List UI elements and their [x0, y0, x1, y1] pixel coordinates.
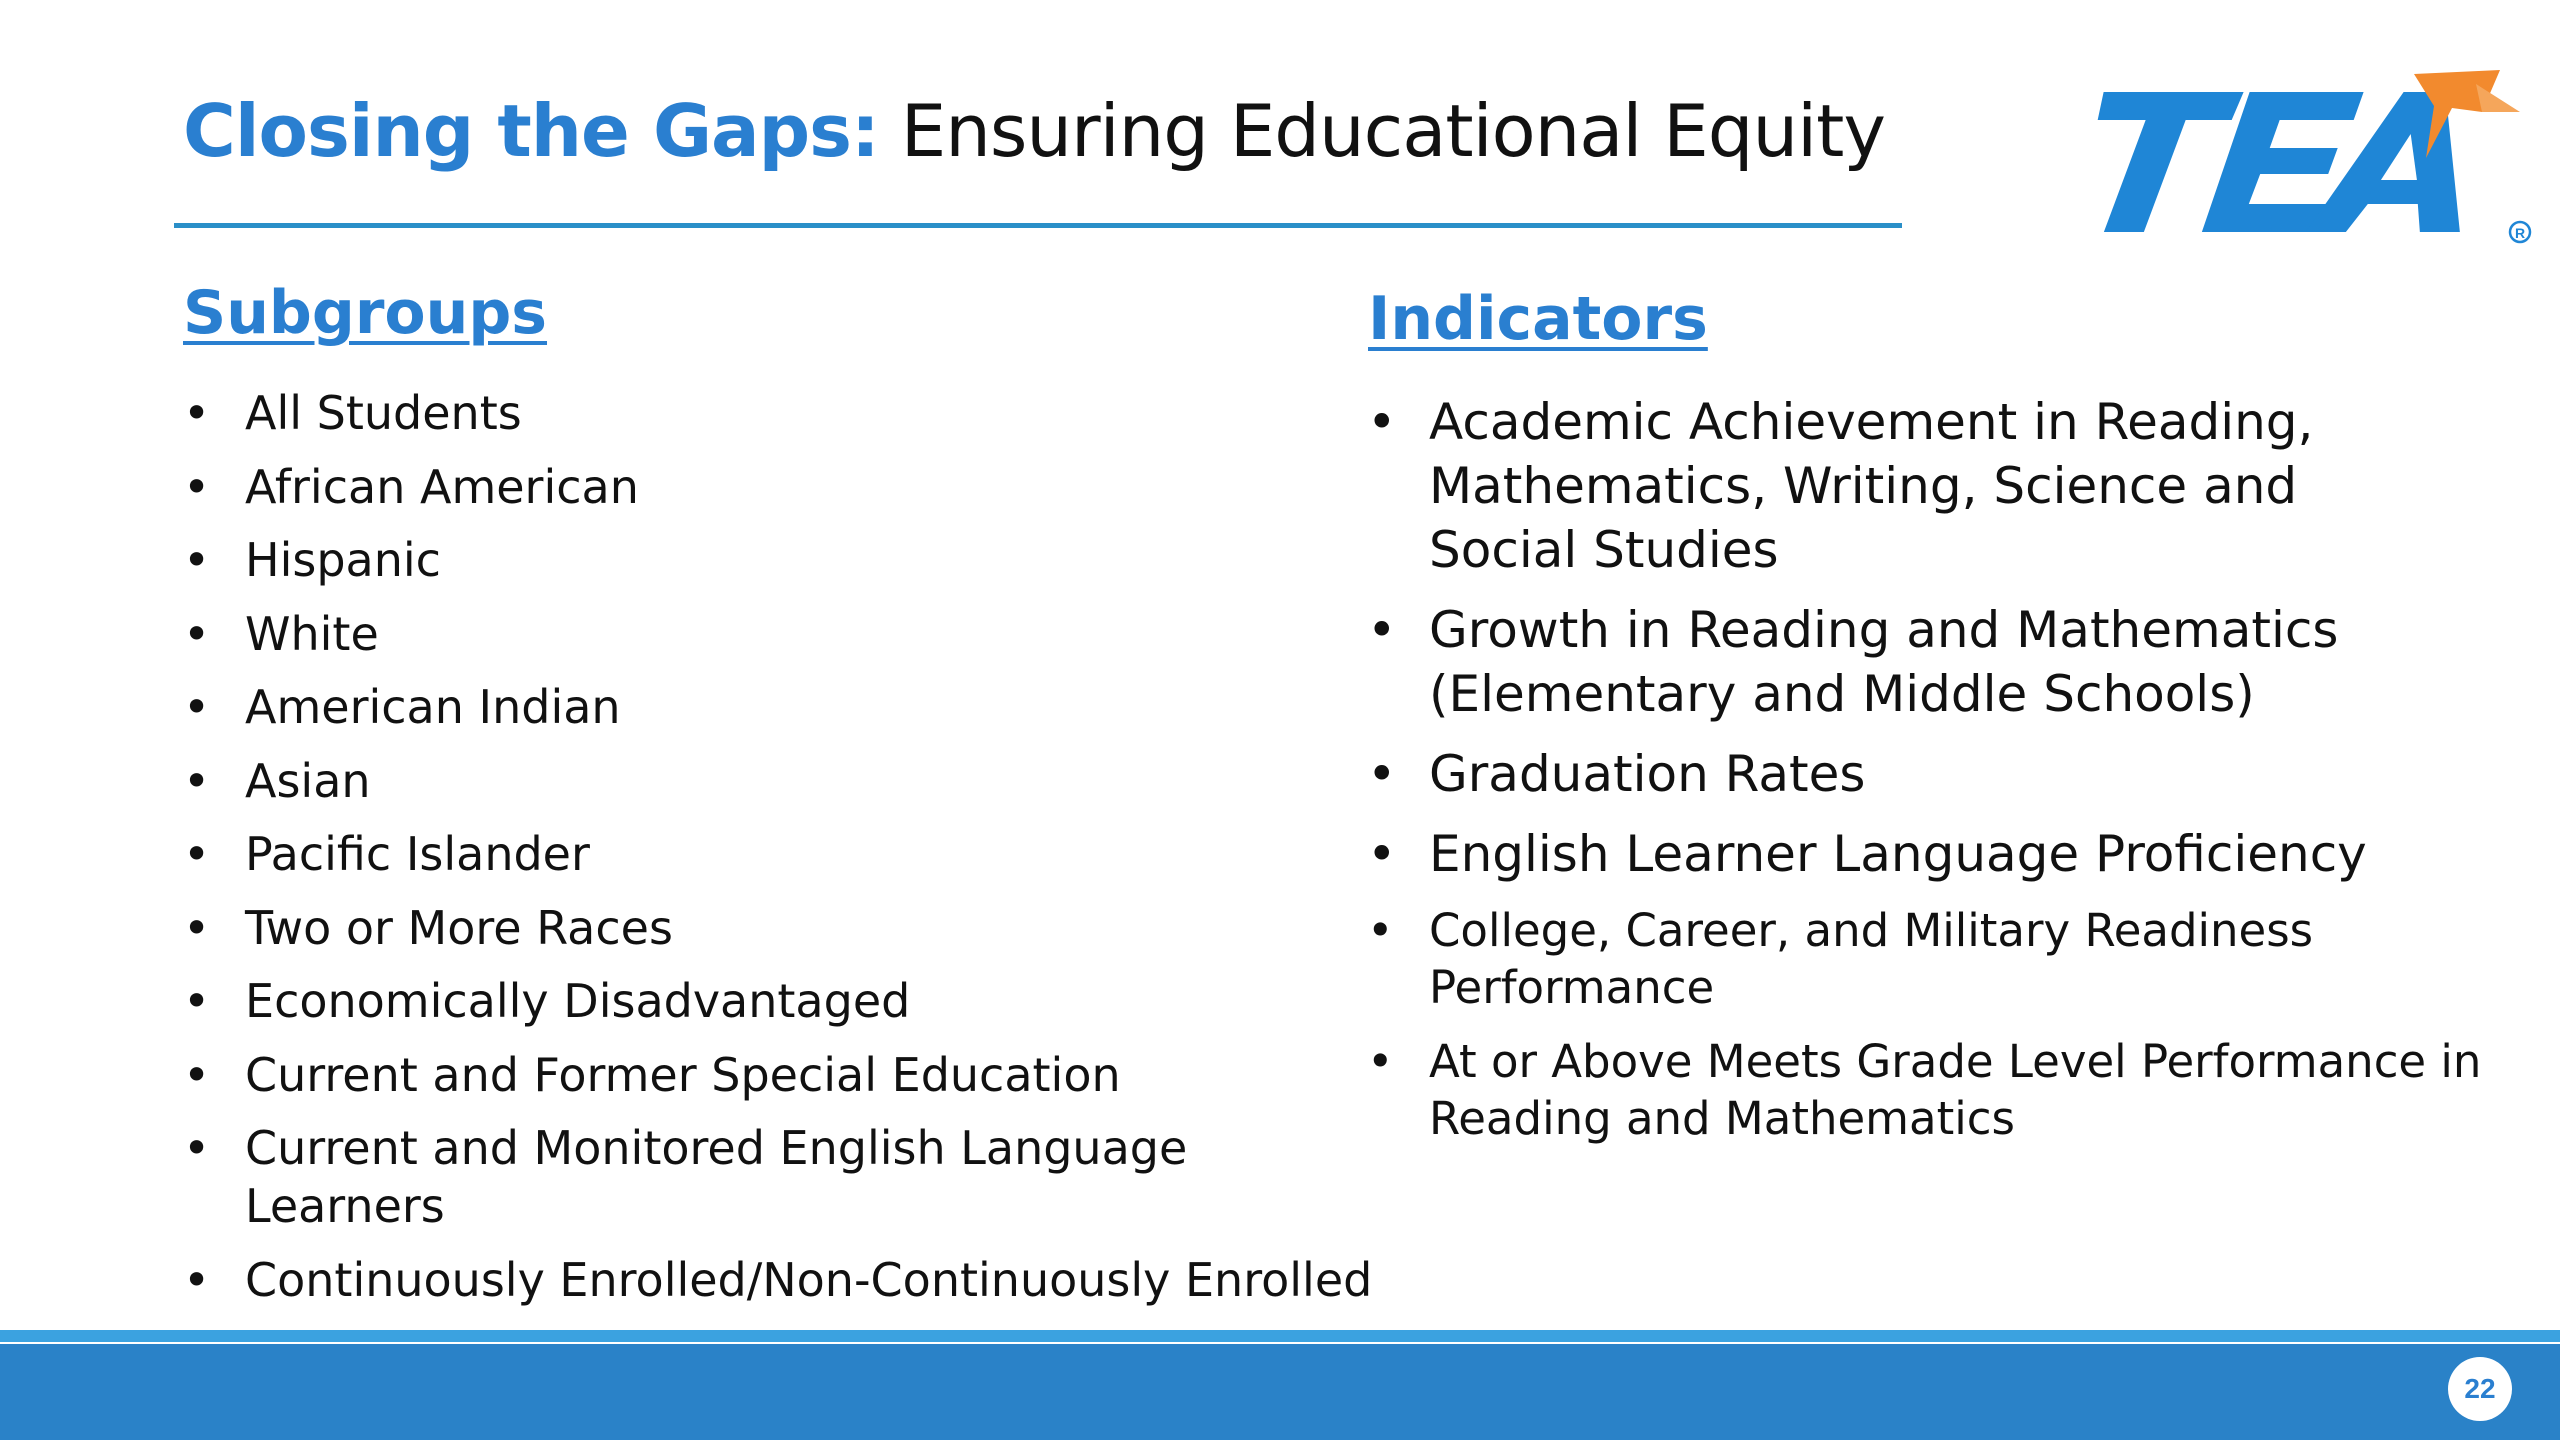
list-item: • All Students: [183, 384, 1443, 442]
list-item: • Hispanic: [183, 531, 1443, 589]
list-item: • At or Above Meets Grade Level Performance in Reading and Mathematics: [1367, 1033, 2529, 1147]
title-divider: [174, 223, 1902, 228]
list-item: • White: [183, 605, 1443, 663]
subgroups-list: [183, 384, 1443, 1324]
list-item: • African American: [183, 458, 1443, 516]
indicators-list: [1367, 390, 2497, 1164]
list-item: • Graduation Rates: [1367, 742, 2497, 806]
list-item: • American Indian: [183, 678, 1443, 736]
list-item: • Growth in Reading and Mathematics (Elementary and Middle Schools): [1367, 598, 2439, 726]
footer-bar: [0, 1344, 2560, 1440]
tea-logo: [2080, 62, 2540, 252]
list-item: • Current and Monitored English Language Learners: [183, 1119, 1245, 1235]
subgroups-heading: Subgroups: [183, 278, 548, 348]
indicators-heading: Indicators: [1368, 284, 1708, 354]
list-item: • Asian: [183, 752, 1443, 810]
list-item: • Academic Achievement in Reading, Mathematics, Writing, Science and Social Studies: [1367, 390, 2389, 582]
slide-title: [183, 89, 1885, 173]
footer-accent-line: [0, 1330, 2560, 1342]
slide-title-accent: Closing the Gaps:: [183, 89, 879, 173]
svg-text:R: R: [2514, 225, 2526, 241]
list-item: • Current and Former Special Education: [183, 1046, 1443, 1104]
list-item: • Two or More Races: [183, 899, 1443, 957]
list-item: • Continuously Enrolled/Non-Continuously Enrolled: [183, 1251, 1443, 1309]
list-item: • English Learner Language Proficiency: [1367, 822, 2497, 886]
slide-title-rest: Ensuring Educational Equity: [878, 89, 1885, 173]
list-item: • Economically Disadvantaged: [183, 972, 1443, 1030]
list-item: • Pacific Islander: [183, 825, 1443, 883]
list-item: • College, Career, and Military Readiness Performance: [1367, 902, 2389, 1016]
page-number-badge: 22: [2448, 1357, 2512, 1421]
